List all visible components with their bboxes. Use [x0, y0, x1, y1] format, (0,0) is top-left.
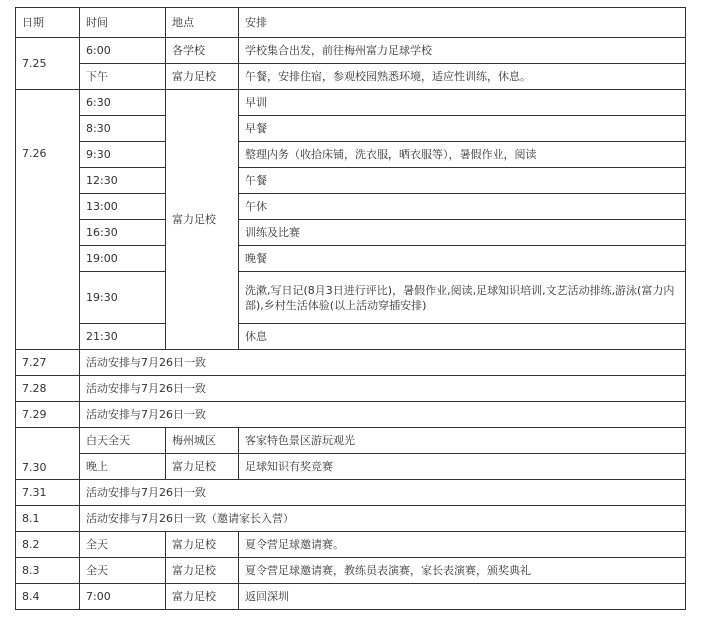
place-cell: 富力足校: [166, 558, 239, 584]
time-cell: 白天全天: [80, 428, 166, 454]
time-cell: 6:00: [80, 38, 166, 64]
time-cell: 晚上: [80, 454, 166, 480]
table-row: [16, 90, 686, 116]
time-cell: 全天: [80, 558, 166, 584]
date-cell: 8.1: [16, 506, 80, 532]
arrangement-cell: 早餐: [239, 116, 686, 142]
table-row: [16, 194, 686, 220]
table-row: [16, 558, 686, 584]
arrangement-cell: 午餐，安排住宿，参观校园熟悉环境，适应性训练，休息。: [239, 64, 686, 90]
place-cell: 富力足校: [166, 64, 239, 90]
date-cell: 8.4: [16, 584, 80, 610]
table-row: [16, 64, 686, 90]
date-cell: 7.25: [16, 38, 80, 90]
header-place: 地点: [166, 8, 239, 38]
date-cell: 7.28: [16, 376, 80, 402]
time-cell: 16:30: [80, 220, 166, 246]
time-cell: 19:00: [80, 246, 166, 272]
table-row: [16, 532, 686, 558]
table-row: [16, 584, 686, 610]
arrangement-cell: 夏令营足球邀请赛，教练员表演赛，家长表演赛，颁奖典礼: [239, 558, 686, 584]
table-row: [16, 350, 686, 376]
time-cell: 21:30: [80, 324, 166, 350]
date-cell: 8.2: [16, 532, 80, 558]
arrangement-cell: 洗漱,写日记(8月3日进行评比)，暑假作业,阅读,足球知识培训,文艺活动排练,游泳(富力内部),乡村生活体验(以上活动穿插安排): [239, 272, 686, 324]
table-row: [16, 272, 686, 324]
time-cell: 19:30: [80, 272, 166, 324]
table-row: [16, 220, 686, 246]
time-cell: 13:00: [80, 194, 166, 220]
header-arrangement: 安排: [239, 8, 686, 38]
arrangement-note: 活动安排与7月26日一致: [80, 480, 686, 506]
arrangement-cell: 训练及比赛: [239, 220, 686, 246]
arrangement-cell: 休息: [239, 324, 686, 350]
arrangement-cell: 足球知识有奖竞赛: [239, 454, 686, 480]
arrangement-cell: 晚餐: [239, 246, 686, 272]
table-row: [16, 116, 686, 142]
time-cell: 12:30: [80, 168, 166, 194]
table-row: [16, 324, 686, 350]
time-cell: 7:00: [80, 584, 166, 610]
header-date: 日期: [16, 8, 80, 38]
table-row: [16, 376, 686, 402]
table-row: [16, 402, 686, 428]
time-cell: 6:30: [80, 90, 166, 116]
table-row: [16, 168, 686, 194]
arrangement-note: 活动安排与7月26日一致: [80, 376, 686, 402]
arrangement-cell: 夏令营足球邀请赛。: [239, 532, 686, 558]
place-cell: 富力足校: [166, 584, 239, 610]
header-time: 时间: [80, 8, 166, 38]
place-cell: 富力足校: [166, 532, 239, 558]
table-row: [16, 454, 686, 480]
arrangement-cell: 午休: [239, 194, 686, 220]
place-cell: 富力足校: [166, 90, 239, 350]
table-row: [16, 506, 686, 532]
arrangement-cell: 客家特色景区游玩观光: [239, 428, 686, 454]
header-row: [16, 8, 686, 38]
arrangement-cell: 早训: [239, 90, 686, 116]
time-cell: 下午: [80, 64, 166, 90]
arrangement-cell: 学校集合出发，前往梅州富力足球学校: [239, 38, 686, 64]
date-cell: 8.3: [16, 558, 80, 584]
table-row: [16, 142, 686, 168]
time-cell: 8:30: [80, 116, 166, 142]
arrangement-cell: 返回深圳: [239, 584, 686, 610]
table-row: [16, 38, 686, 64]
arrangement-note: 活动安排与7月26日一致（邀请家长入营）: [80, 506, 686, 532]
date-cell: 7.26: [16, 90, 80, 350]
table-row: [16, 480, 686, 506]
date-cell: 7.29: [16, 402, 80, 428]
date-cell: 7.31: [16, 480, 80, 506]
table-row: [16, 428, 686, 454]
arrangement-cell: 午餐: [239, 168, 686, 194]
arrangement-note: 活动安排与7月26日一致: [80, 350, 686, 376]
arrangement-note: 活动安排与7月26日一致: [80, 402, 686, 428]
place-cell: 富力足校: [166, 454, 239, 480]
date-cell: 7.30: [16, 428, 80, 480]
table-row: [16, 246, 686, 272]
date-cell: 7.27: [16, 350, 80, 376]
time-cell: 全天: [80, 532, 166, 558]
place-cell: 各学校: [166, 38, 239, 64]
time-cell: 9:30: [80, 142, 166, 168]
place-cell: 梅州城区: [166, 428, 239, 454]
arrangement-cell: 整理内务（收拾床铺，洗衣服，晒衣服等），暑假作业，阅读: [239, 142, 686, 168]
schedule-table: [15, 7, 686, 610]
